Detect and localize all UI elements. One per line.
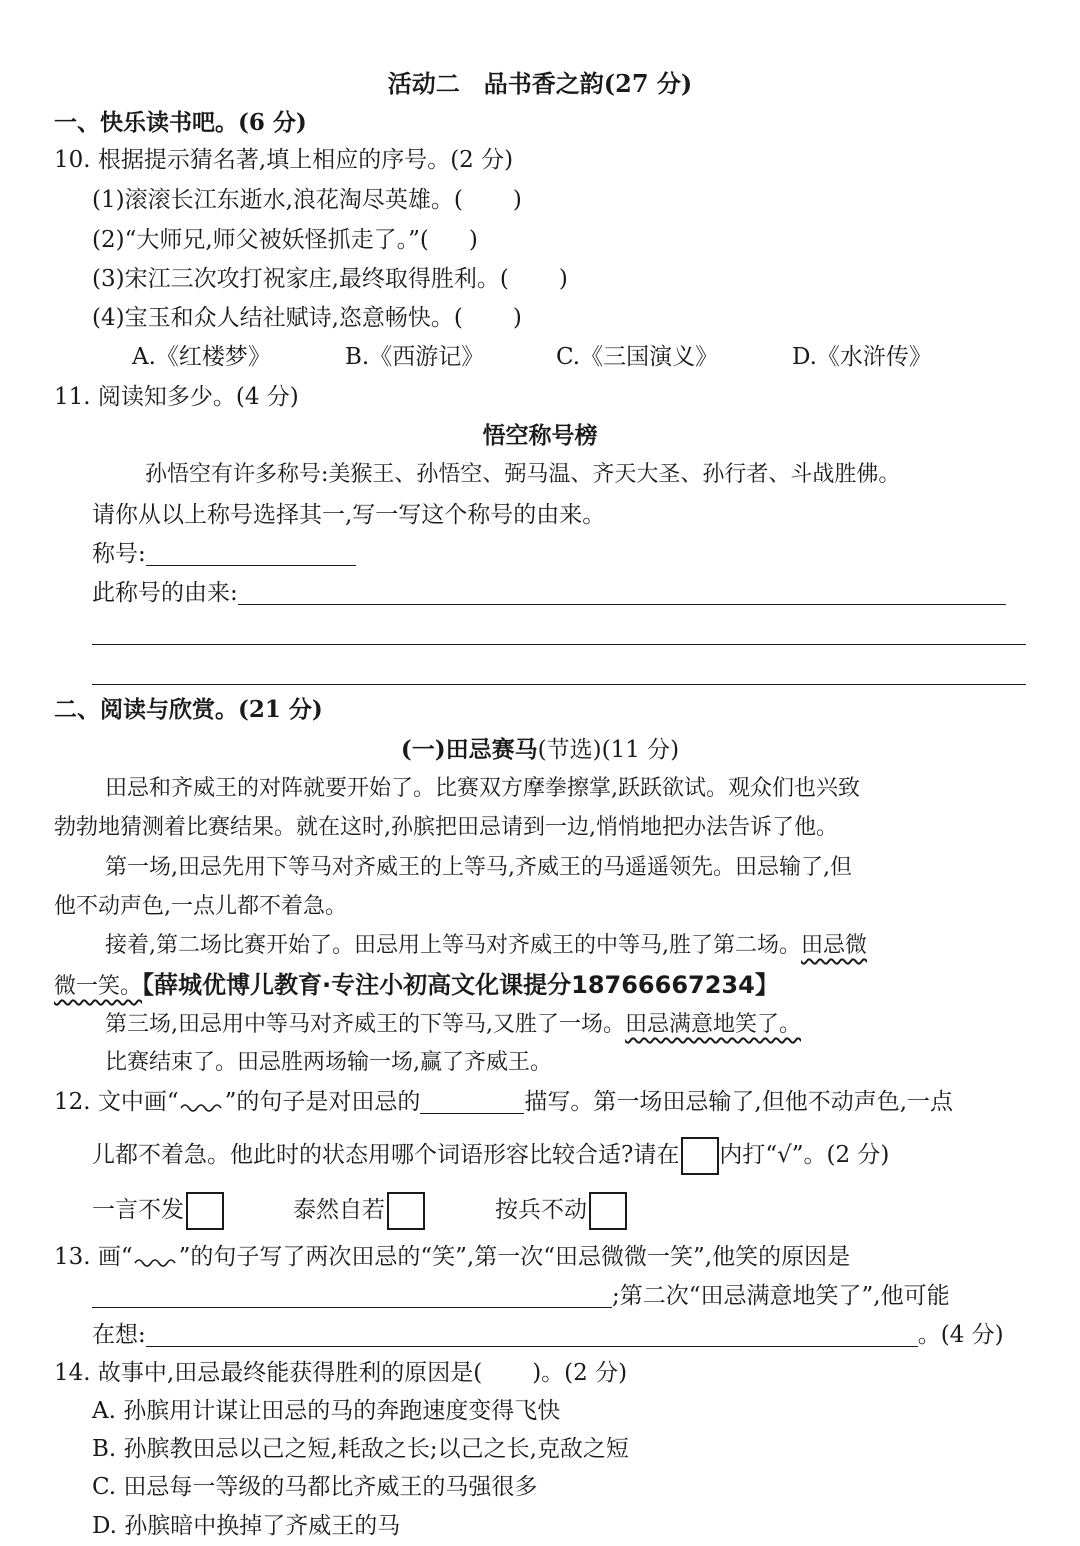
title-answer-line[interactable] xyxy=(146,543,356,566)
wavy-sentence: 田忌满意地笑了。 xyxy=(625,1012,802,1037)
q10-item-1: (1)滚滚长江东逝水,浪花淘尽英雄。( ) xyxy=(92,187,522,213)
passage-title: (一)田忌赛马(节选)(11 分) xyxy=(400,736,680,763)
q14-option-c: C. 田忌每一等级的马都比齐威王的马强很多 xyxy=(92,1474,538,1500)
q12-choice-2: 泰然自若 xyxy=(293,1190,425,1230)
q10-option-d: D.《水浒传》 xyxy=(792,344,932,370)
wavy-sentence: 田忌微 xyxy=(801,933,868,958)
checkbox[interactable] xyxy=(186,1192,224,1230)
answer-line[interactable] xyxy=(92,644,1026,645)
q12-choice-1: 一言不发 xyxy=(92,1190,224,1230)
q10-item-4: (4)宝玉和众人结社赋诗,恣意畅快。( ) xyxy=(92,305,522,331)
promo-banner: 【薛城优博儿教育·专注小初高文化课提分18766667234】 xyxy=(142,971,779,999)
answer-line[interactable] xyxy=(92,684,1026,685)
q11-stem: 11. 阅读知多少。(4 分) xyxy=(54,384,299,410)
q10-option-b: B.《西游记》 xyxy=(345,344,485,370)
q14-option-d: D. 孙膑暗中换掉了齐威王的马 xyxy=(92,1513,401,1539)
q13-line3: 在想: 。(4 分) xyxy=(92,1322,1004,1348)
page-title: 活动二 品书香之韵(27 分) xyxy=(387,69,693,98)
checkbox-icon xyxy=(681,1137,719,1175)
checkbox[interactable] xyxy=(387,1192,425,1230)
q11-origin-row: 此称号的由来: xyxy=(92,582,1006,605)
q14-stem: 14. 故事中,田忌最终能获得胜利的原因是( )。(2 分) xyxy=(54,1360,628,1386)
wavy-sentence: 微一笑。 xyxy=(54,974,143,999)
section-two-heading: 二、阅读与欣赏。(21 分) xyxy=(54,696,323,723)
wavy-line-icon xyxy=(179,1100,225,1114)
q10-stem: 10. 根据提示猜名著,填上相应的序号。(2 分) xyxy=(54,147,514,173)
q12-choice-3: 按兵不动 xyxy=(495,1190,627,1230)
section-one-heading: 一、快乐读书吧。(6 分) xyxy=(54,109,307,136)
q14-option-a: A. 孙膑用计谋让田忌的马的奔跑速度变得飞快 xyxy=(92,1398,561,1424)
q13-line1: 13. 画“ ”的句子写了两次田忌的“笑”,第一次“田忌微微一笑”,他笑的原因是 xyxy=(54,1244,851,1270)
passage-line: 第一场,田忌先用下等马对齐威王的上等马,齐威王的马遥遥领先。田忌输了,但 xyxy=(105,855,852,880)
q10-option-c: C.《三国演义》 xyxy=(556,344,719,370)
wavy-line-icon xyxy=(133,1255,179,1269)
q11-box-title: 悟空称号榜 xyxy=(482,422,598,449)
passage-line: 接着,第二场比赛开始了。田忌用上等马对齐威王的中等马,胜了第二场。田忌微 xyxy=(105,933,868,958)
q14-option-b: B. 孙膑教田忌以己之短,耗敌之长;以己之长,克敌之短 xyxy=(92,1436,629,1462)
q10-item-3: (3)宋江三次攻打祝家庄,最终取得胜利。( ) xyxy=(92,266,568,292)
passage-line: 田忌和齐威王的对阵就要开始了。比赛双方摩拳擦掌,跃跃欲试。观众们也兴致 xyxy=(105,776,860,801)
q12-line1: 12. 文中画“ ”的句子是对田忌的 描写。第一场田忌输了,但他不动声色,一点 xyxy=(54,1089,954,1115)
q11-prompt: 请你从以上称号选择其一,写一写这个称号的由来。 xyxy=(92,502,606,528)
q13-line2: ;第二次“田忌满意地笑了”,他可能 xyxy=(92,1285,950,1308)
passage-line: 他不动声色,一点儿都不着急。 xyxy=(54,894,347,919)
q11-intro: 孙悟空有许多称号:美猴王、孙悟空、弼马温、齐天大圣、孙行者、斗战胜佛。 xyxy=(145,462,901,487)
passage-line: 比赛结束了。田忌胜两场输一场,赢了齐威王。 xyxy=(105,1050,552,1075)
origin-answer-line[interactable] xyxy=(238,582,1006,605)
passage-line: 勃勃地猜测着比赛结果。就在这时,孙膑把田忌请到一边,悄悄地把办法告诉了他。 xyxy=(54,815,838,840)
q12-line2: 儿都不着急。他此时的状态用哪个词语形容比较合适?请在 内打“√”。(2 分) xyxy=(92,1135,889,1175)
q10-item-2: (2)“大师兄,师父被妖怪抓走了。”( ) xyxy=(92,227,478,253)
description-blank[interactable] xyxy=(420,1091,524,1114)
checkbox[interactable] xyxy=(589,1192,627,1230)
q10-option-a: A.《红楼梦》 xyxy=(132,344,271,370)
thought-blank[interactable] xyxy=(146,1324,918,1347)
passage-line xyxy=(54,973,779,998)
q11-title-row: 称号: xyxy=(92,543,356,566)
passage-line: 第三场,田忌用中等马对齐威王的下等马,又胜了一场。田忌满意地笑了。 xyxy=(105,1012,802,1037)
reason-blank[interactable] xyxy=(92,1285,612,1308)
